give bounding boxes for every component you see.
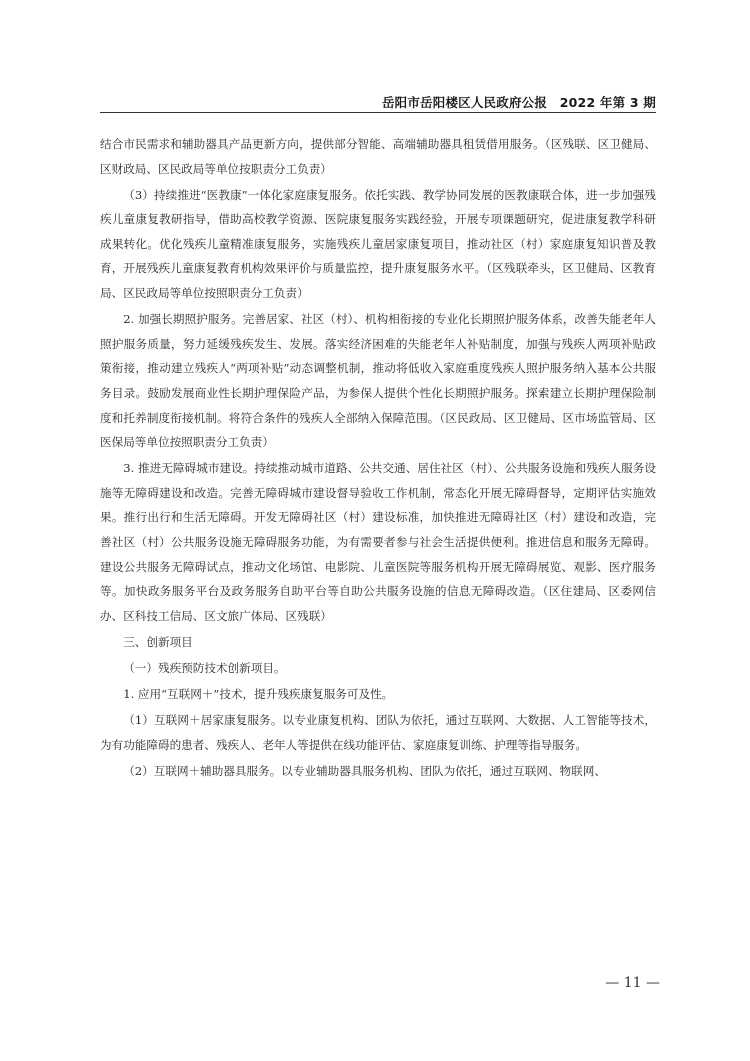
section-heading-innovation: 三、创新项目 (123, 634, 193, 649)
header-rule (100, 112, 656, 113)
paragraph-barrier-free-city: 3. 推进无障碍城市建设。持续推动城市道路、公共交通、居住社区（村）、公共服务设施和残疾人服务设施等无障碍建设和改造。完善无障碍城市建设督导验收工作机制，常态化开展无障碍督导，定期评估实施效果。推行出行和生活无障碍。开发无障碍社区（村）建设标准，加快推进无障碍社区（村）建设和改造，完善社区（村）公共服务设施无障碍服务功能，为有需要者参与社会生活提供便利。推进信息和服务无障碍。建设公共服务无障碍试点，推动文化场馆、电影院、儿童医院等服务机构开展无障碍展览、观影、医疗服务等。加快政务服务平台及政务服务自助平台等自助公共服务设施的信息无障碍改造。（区住建局、区委网信办、区科技工信局、区文旅广体局、区残联） (100, 461, 656, 623)
journal-header: 岳阳市岳阳楼区人民政府公报 2022 年第 3 期 (381, 95, 656, 110)
document-body (100, 132, 656, 785)
paragraph-yijiaokang: （3）持续推进“医教康”一体化家庭康复服务。依托实践、教学协同发展的医教康联合体，进一步加强残疾儿童康复教研指导，借助高校教学资源、医院康复服务实践经验，开展专项课题研究，促进康复教学科研成果转化。优化残疾儿童精准康复服务，实施残疾儿童居家康复项目，推动社区（村）家庭康复知识普及教育，开展残疾儿童康复教育机构效果评价与质量监控，提升康复服务水平。（区残联牵头，区卫健局、区教育局、区民政局等单位按照职责分工负责） (100, 187, 656, 301)
paragraph-assistive-devices: （2）互联网＋辅助器具服务。以专业辅助器具服务机构、团队为依托，通过互联网、物联网、 (123, 763, 606, 778)
paragraph-long-term-care: 2. 加强长期照护服务。完善居家、社区（村）、机构相衔接的专业化长期照护服务体系，改善失能老年人照护服务质量，努力延缓残疾发生、发展。落实经济困难的失能老年人补贴制度，加强与残疾人两项补贴政策衔接，推动建立残疾人“两项补贴”动态调整机制，推动将低收入家庭重度残疾人照护服务纳入基本公共服务目录。鼓励发展商业性长期护理保险产品，为参保人提供个性化长期照护服务。探索建立长期护理保险制度和托养制度衔接机制。将符合条件的残疾人全部纳入保障范围。（区民政局、区卫健局、区市场监管局、区医保局等单位按照职责分工负责） (100, 312, 656, 450)
item-heading-internet-plus: 1. 应用“互联网＋”技术，提升残疾康复服务可及性。 (123, 687, 394, 702)
paragraph-home-rehab: （1）互联网＋居家康复服务。以专业康复机构、团队为依托，通过互联网、大数据、人工智能等技术，为有功能障碍的患者、残疾人、老年人等提供在线功能评估、家庭康复训练、护理等指导服务。 (100, 713, 656, 752)
page-number: — 11 — (605, 975, 660, 991)
subsection-heading-prevention-tech: （一）残疾预防技术创新项目。 (123, 660, 286, 675)
paragraph-continuation: 结合市民需求和辅助器具产品更新方向，提供部分智能、高端辅助器具租赁借用服务。（区残联、区卫健局、区财政局、区民政局等单位按职责分工负责） (100, 137, 656, 176)
